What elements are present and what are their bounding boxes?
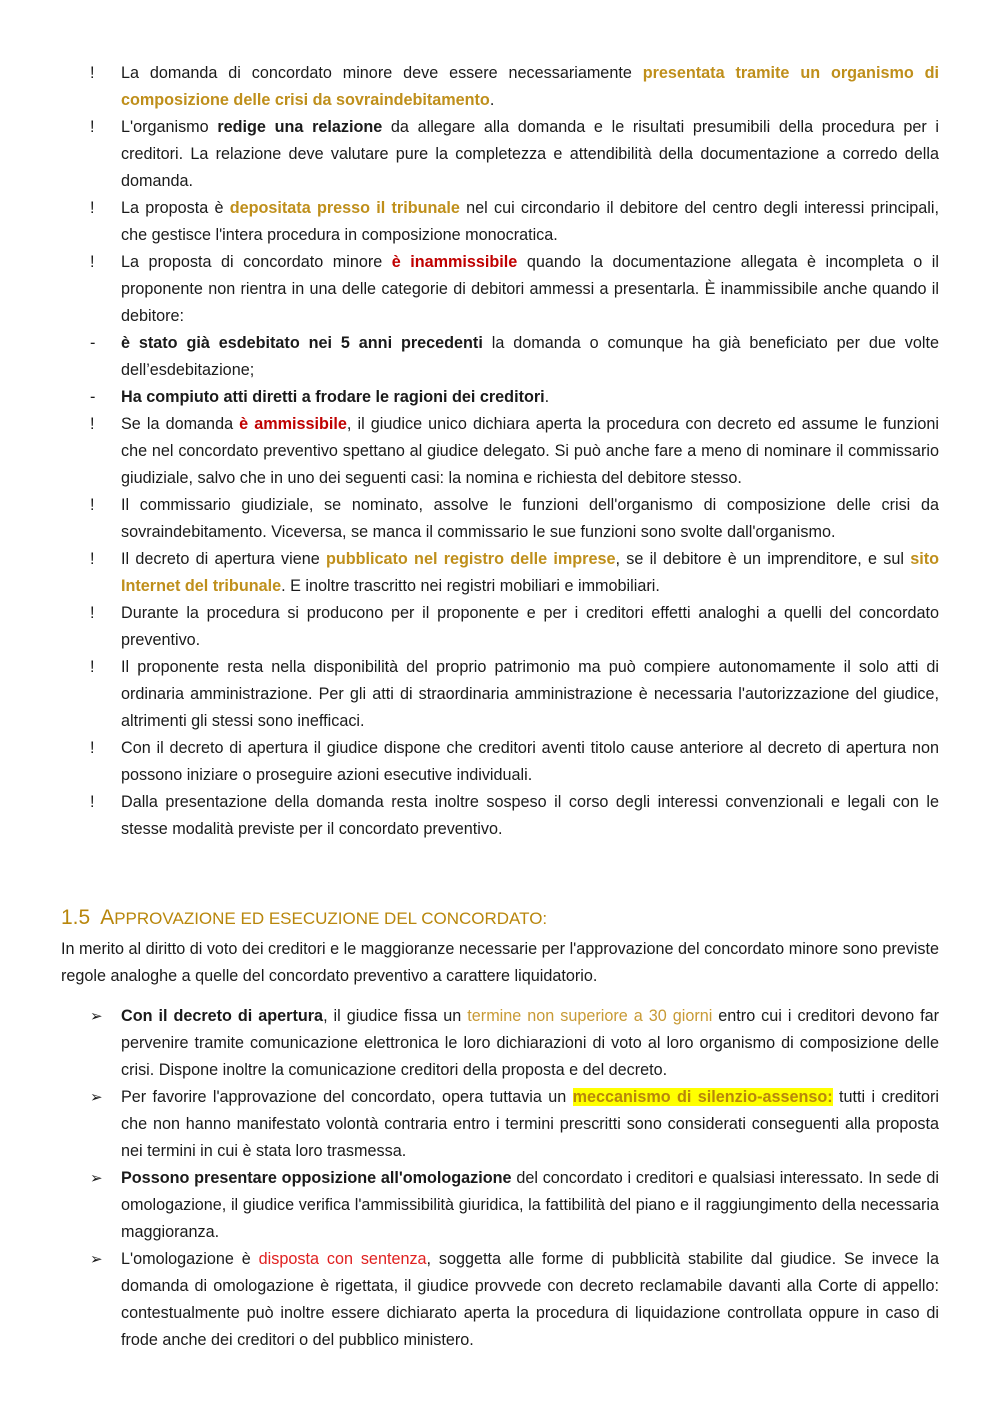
bold-text: redige una relazione: [217, 118, 383, 136]
bullet-list-procedure: [0, 60, 1000, 843]
list-item: ! Se la domanda è ammissibile, il giudice unico dichiara aperta la procedura con decreto ed assume le funzioni che nel concordato preventivo spettano al giudice delegato. Si può anche fare a meno di nominare il commissario giudiziale, salvo che in uno dei seguenti casi: la nomina e richiesta del debitore stesso.: [0, 411, 939, 492]
exclamation-bullet-icon: !: [90, 604, 95, 622]
list-item: ➢ L'omologazione è disposta con sentenza, soggetta alle forme di pubblicità stabilite dal giudice. Se invece la domanda di omologazione è rigettata, il giudice provvede con decreto reclamabile davanti alla Corte di appello: contestualmente può inoltre essere dichiarato aperta la procedura di liquidazione controllata oppure in caso di frode anche dei creditori o del pubblico ministero.: [0, 1246, 939, 1354]
list-item: ! Il proponente resta nella disponibilità del proprio patrimonio ma può compiere autonomamente il solo atti di ordinaria amministrazione. Per gli atti di straordinaria amministrazione è necessaria l'autorizzazione del giudice, altrimenti gli stessi sono inefficaci.: [0, 654, 939, 735]
bold-text: Possono presentare opposizione all'omologazione: [121, 1169, 512, 1187]
highlight-tan-text: termine non superiore a 30 giorni: [467, 1007, 713, 1025]
exclamation-bullet-icon: !: [90, 253, 95, 271]
highlight-red-text: è ammissibile: [239, 415, 347, 433]
exclamation-bullet-icon: !: [90, 550, 95, 568]
bold-text: è stato già esdebitato nei 5 anni precedenti: [121, 334, 483, 352]
section-title-initial: A: [100, 906, 115, 929]
list-item: ! La proposta è depositata presso il tribunale nel cui circondario il debitore del centro degli interessi principali, che gestisce l'intera procedura in composizione monocratica.: [0, 195, 939, 249]
list-item: ! Dalla presentazione della domanda resta inoltre sospeso il corso degli interessi convenzionali e legali con le stesse modalità previste per il concordato preventivo.: [0, 789, 939, 843]
highlight-yellow-text: meccanismo di silenzio-assenso:: [572, 1088, 833, 1106]
exclamation-bullet-icon: !: [90, 118, 95, 136]
section-heading: [61, 903, 547, 934]
list-item: ! Il decreto di apertura viene pubblicato nel registro delle imprese, se il debitore è un imprenditore, e sul sito Internet del tribunale. E inoltre trascritto nei registri mobiliari e immobiliari.: [0, 546, 939, 600]
exclamation-bullet-icon: !: [90, 739, 95, 757]
bold-text: Ha compiuto atti diretti a frodare le ragioni dei creditori: [121, 388, 545, 406]
arrow-bullet-icon: ➢: [90, 1008, 103, 1025]
exclamation-bullet-icon: !: [90, 658, 95, 676]
exclamation-bullet-icon: !: [90, 496, 95, 514]
exclamation-bullet-icon: !: [90, 793, 95, 811]
list-item: ! L'organismo redige una relazione da allegare alla domanda e le risultati presumibili della procedura per i creditori. La relazione deve valutare pure la completezza e attendibilità della documentazione a corredo della domanda.: [0, 114, 939, 195]
highlight-red-text: disposta con sentenza: [258, 1250, 427, 1268]
list-item: ➢ Per favorire l'approvazione del concordato, opera tuttavia un meccanismo di silenzio-assenso: tutti i creditori che non hanno manifestato volontà contraria entro i termini prescritti sono considerati conseguenti alla proposta nei termini in cui è stata loro trasmessa.: [0, 1084, 939, 1165]
list-item: ! Durante la procedura si producono per il proponente e per i creditori effetti analoghi a quelli del concordato preventivo.: [0, 600, 939, 654]
list-item: ➢ Possono presentare opposizione all'omologazione del concordato i creditori e qualsiasi interessato. In sede di omologazione, il giudice verifica l'ammissibilità giuridica, la fattibilità del piano e il raggiungimento della necessaria maggioranza.: [0, 1165, 939, 1246]
exclamation-bullet-icon: !: [90, 199, 95, 217]
dash-bullet-icon: -: [90, 388, 96, 406]
list-item: ! La domanda di concordato minore deve essere necessariamente presentata tramite un organismo di composizione delle crisi da sovraindebitamento.: [0, 60, 939, 114]
highlight-gold-text: depositata presso il tribunale: [229, 199, 460, 217]
section-title: PPROVAZIONE ED ESECUZIONE DEL CONCORDATO:: [114, 909, 548, 928]
dash-bullet-icon: -: [90, 334, 96, 352]
highlight-gold-text: sito Internet del tribunale: [121, 550, 940, 595]
exclamation-bullet-icon: !: [90, 415, 95, 433]
highlight-gold-text: presentata tramite un organismo di composizione delle crisi da sovraindebitamento: [121, 64, 939, 109]
bold-text: Con il decreto di apertura: [121, 1007, 324, 1025]
list-item: - Ha compiuto atti diretti a frodare le ragioni dei creditori.: [0, 384, 939, 411]
section-number: 1.5: [61, 906, 91, 929]
arrow-bullet-icon: ➢: [90, 1089, 103, 1106]
arrow-bullet-icon: ➢: [90, 1251, 103, 1268]
list-item: ! La proposta di concordato minore è inammissibile quando la documentazione allegata è incompleta o il proponente non rientra in una delle categorie di debitori ammessi a presentarla. È inammissibile anche quando il debitore:: [0, 249, 939, 330]
list-item: - è stato già esdebitato nei 5 anni precedenti la domanda o comunque ha già beneficiato per due volte dell’esdebitazione;: [0, 330, 939, 384]
arrow-bullet-list: [0, 1003, 1000, 1354]
highlight-red-text: è inammissibile: [391, 253, 518, 271]
list-item: ! Il commissario giudiziale, se nominato, assolve le funzioni dell'organismo di composizione delle crisi da sovraindebitamento. Viceversa, se manca il commissario le sue funzioni sono svolte dall'organismo.: [0, 492, 939, 546]
section-intro-paragraph: In merito al diritto di voto dei creditori e le maggioranze necessarie per l'approvazione del concordato minore sono previste regole analoghe a quelle del concordato preventivo a carattere liquidatorio.: [61, 940, 939, 985]
arrow-bullet-icon: ➢: [90, 1170, 103, 1187]
highlight-gold-text: pubblicato nel registro delle imprese: [325, 550, 616, 568]
exclamation-bullet-icon: !: [90, 64, 95, 82]
list-item: ➢ Con il decreto di apertura, il giudice fissa un termine non superiore a 30 giorni entro cui i creditori devono far pervenire tramite comunicazione elettronica le loro dichiarazioni di voto al loro organismo di composizione delle crisi. Dispone inoltre la comunicazione creditori della proposta e del decreto.: [0, 1003, 939, 1084]
list-item: ! Con il decreto di apertura il giudice dispone che creditori aventi titolo cause anteriore al decreto di apertura non possono iniziare o proseguire azioni esecutive individuali.: [0, 735, 939, 789]
